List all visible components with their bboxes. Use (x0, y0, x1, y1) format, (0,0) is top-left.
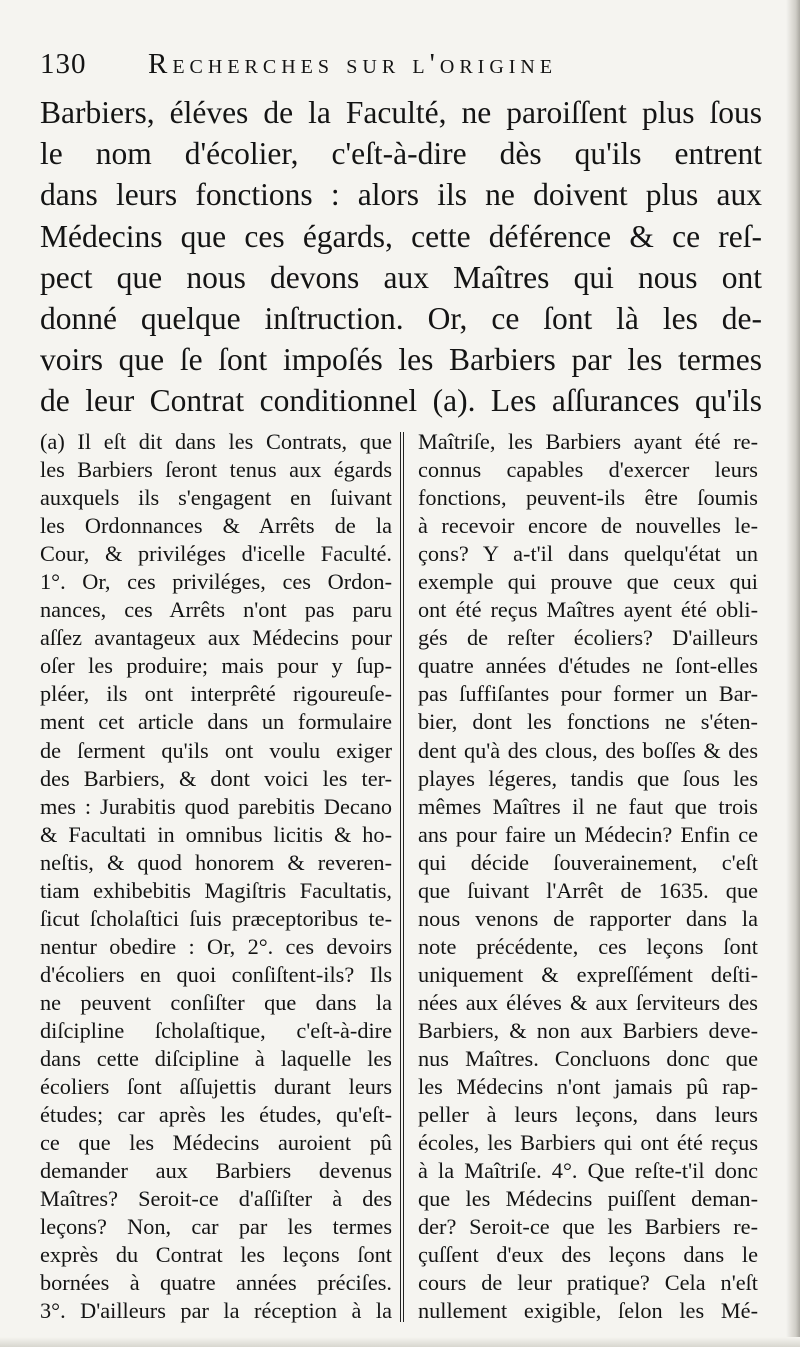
main-text-line: Médecins que ces égards, cette déférence & ce reſ- (40, 218, 762, 254)
footnote-line: leçons? Non, car par les termes (40, 1214, 392, 1240)
footnote-line: pas ſuffiſantes pour former un Bar- (418, 681, 758, 707)
footnote-line: aſſez avantageux aux Médecins pour (40, 625, 392, 651)
footnote-line: oſer les produire; mais pour y ſup- (40, 653, 392, 679)
footnote-line: mes : Jurabitis quod parebitis Decano (40, 793, 392, 819)
main-text-line: voirs que ſe ſont impoſés les Barbiers par les termes (40, 342, 762, 378)
footnote-line: Barbiers, & non aux Barbiers deve- (418, 1017, 758, 1043)
footnote-line: des Barbiers, & dont voici les ter- (40, 765, 392, 791)
column-divider (400, 432, 404, 1322)
footnote-line: que ſuivant l'Arrêt de 1635. que (418, 877, 758, 903)
footnote-line: écoles, les Barbiers qui ont été reçus (418, 1130, 758, 1156)
footnote-line: der? Seroit-ce que les Barbiers re- (418, 1214, 758, 1240)
footnote-line: ſicut ſcholaſtici ſuis præceptoribus te- (40, 905, 392, 931)
footnote-line: neſtis, & quod honorem & reveren- (40, 849, 392, 875)
footnote-line: Maîtres? Seroit-ce d'aſſiſter à des (40, 1186, 392, 1212)
footnote-line: ce que les Médecins auroient pû (40, 1130, 392, 1156)
footnote-line: cours de leur pratique? Cela n'eſt (418, 1270, 758, 1296)
page-bottom-edge (0, 1337, 800, 1347)
footnote-line: nus Maîtres. Concluons donc que (418, 1046, 758, 1072)
running-title: Recherches sur l'origine (148, 48, 558, 80)
main-text-line: le nom d'écolier, c'eſt-à-dire dès qu'ils entrent (40, 136, 762, 172)
footnote-line: peller à leurs leçons, dans leurs (418, 1102, 758, 1128)
footnote-line: les Ordonnances & Arrêts de la (40, 513, 392, 539)
footnote-line: études; car après les études, qu'eſt- (40, 1102, 392, 1128)
footnote-line: les Barbiers ſeront tenus aux égards (40, 457, 392, 483)
footnote-line: bier, dont les fonctions ne s'éten- (418, 709, 758, 735)
footnote-line: à la Maîtriſe. 4°. Que reſte-t'il donc (418, 1158, 758, 1184)
footnote-column-right (418, 428, 758, 1326)
footnote-line: bornées à quatre années préciſes. (40, 1270, 392, 1296)
footnote-line: écoliers ſont aſſujettis durant leurs (40, 1074, 392, 1100)
footnote-line: qui décide ſouverainement, c'eſt (418, 849, 758, 875)
running-header (40, 48, 770, 88)
footnote-line: fonctions, peuvent-ils être ſoumis (418, 485, 758, 511)
main-text-line: Barbiers, éléves de la Faculté, ne paroiſſent plus ſous (40, 95, 762, 130)
footnote-line: exemple qui prouve que ceux qui (418, 569, 758, 595)
footnote-line: dans cette diſcipline à laquelle les (40, 1046, 392, 1072)
main-text (40, 92, 762, 422)
footnote-line: çons? Y a-t'il dans quelqu'état un (418, 541, 758, 567)
footnote-line: ont été reçus Maîtres ayent été obli- (418, 597, 758, 623)
footnote-line: & Facultati in omnibus licitis & ho- (40, 821, 392, 847)
footnote-line: nances, ces Arrêts n'ont pas paru (40, 597, 392, 623)
footnote-line: que les Médecins puiſſent deman- (418, 1186, 758, 1212)
footnote-line: diſcipline ſcholaſtique, c'eſt-à-dire (40, 1017, 392, 1043)
footnote-line: (a) Il eſt dit dans les Contrats, que (40, 429, 392, 454)
main-text-line: donné quelque inſtruction. Or, ce ſont là les de- (40, 301, 762, 337)
page-number: 130 (40, 48, 87, 80)
footnote-line: Maîtriſe, les Barbiers ayant été re- (418, 429, 758, 454)
footnote-column-left (40, 428, 392, 1326)
footnote-line: auxquels ils s'engagent en ſuivant (40, 485, 392, 511)
footnote-line: exprès du Contrat les leçons ſont (40, 1242, 392, 1268)
main-text-line: pect que nous devons aux Maîtres qui nous ont (40, 259, 762, 295)
footnote-line: quatre années d'études ne ſont-elles (418, 653, 758, 679)
footnote-line: 1°. Or, ces priviléges, ces Ordon- (40, 569, 392, 595)
footnote-line: ans pour faire un Médecin? Enfin ce (418, 821, 758, 847)
footnote-line: Cour, & priviléges d'icelle Faculté. (40, 541, 392, 567)
footnote-line: d'écoliers en quoi conſiſtent-ils? Ils (40, 961, 392, 987)
footnote-line: çuſſent d'eux des leçons dans le (418, 1242, 758, 1268)
footnote-line: playes légeres, tandis que ſous les (418, 765, 758, 791)
footnote-line: de ſerment qu'ils ont voulu exiger (40, 737, 392, 763)
page-edge-shadow (786, 0, 800, 1347)
footnote-line: ment cet article dans un formulaire (40, 709, 392, 735)
footnote-line: demander aux Barbiers devenus (40, 1158, 392, 1184)
footnote-line: mêmes Maîtres il ne faut que trois (418, 793, 758, 819)
footnote-line: dent qu'à des clous, des boſſes & des (418, 737, 758, 763)
footnote-line: 3°. D'ailleurs par la réception à la (40, 1298, 392, 1324)
footnote-line: pléer, ils ont interprêté rigoureuſe- (40, 681, 392, 707)
footnote-line: nous venons de rapporter dans la (418, 905, 758, 931)
footnote-line: note précédente, ces leçons ſont (418, 933, 758, 959)
footnote-line: tiam exhibebitis Magiſtris Facultatis, (40, 877, 392, 903)
footnote-line: nées aux éléves & aux ſerviteurs des (418, 989, 758, 1015)
main-text-line: de leur Contrat conditionnel (a). Les aſſurances qu'ils (40, 383, 762, 419)
footnote-line: à recevoir encore de nouvelles le- (418, 513, 758, 539)
footnote-line: nentur obedire : Or, 2°. ces devoirs (40, 933, 392, 959)
footnote-line: uniquement & expreſſément deſti- (418, 961, 758, 987)
footnote-line: ne peuvent conſiſter que dans la (40, 989, 392, 1015)
footnote-line: les Médecins n'ont jamais pû rap- (418, 1074, 758, 1100)
main-text-line: dans leurs fonctions : alors ils ne doivent plus aux (40, 177, 762, 213)
footnote-line: gés de reſter écoliers? D'ailleurs (418, 625, 758, 651)
footnote-line: connus capables d'exercer leurs (418, 457, 758, 483)
footnote-line: nullement exigible, ſelon les Mé- (418, 1298, 758, 1324)
